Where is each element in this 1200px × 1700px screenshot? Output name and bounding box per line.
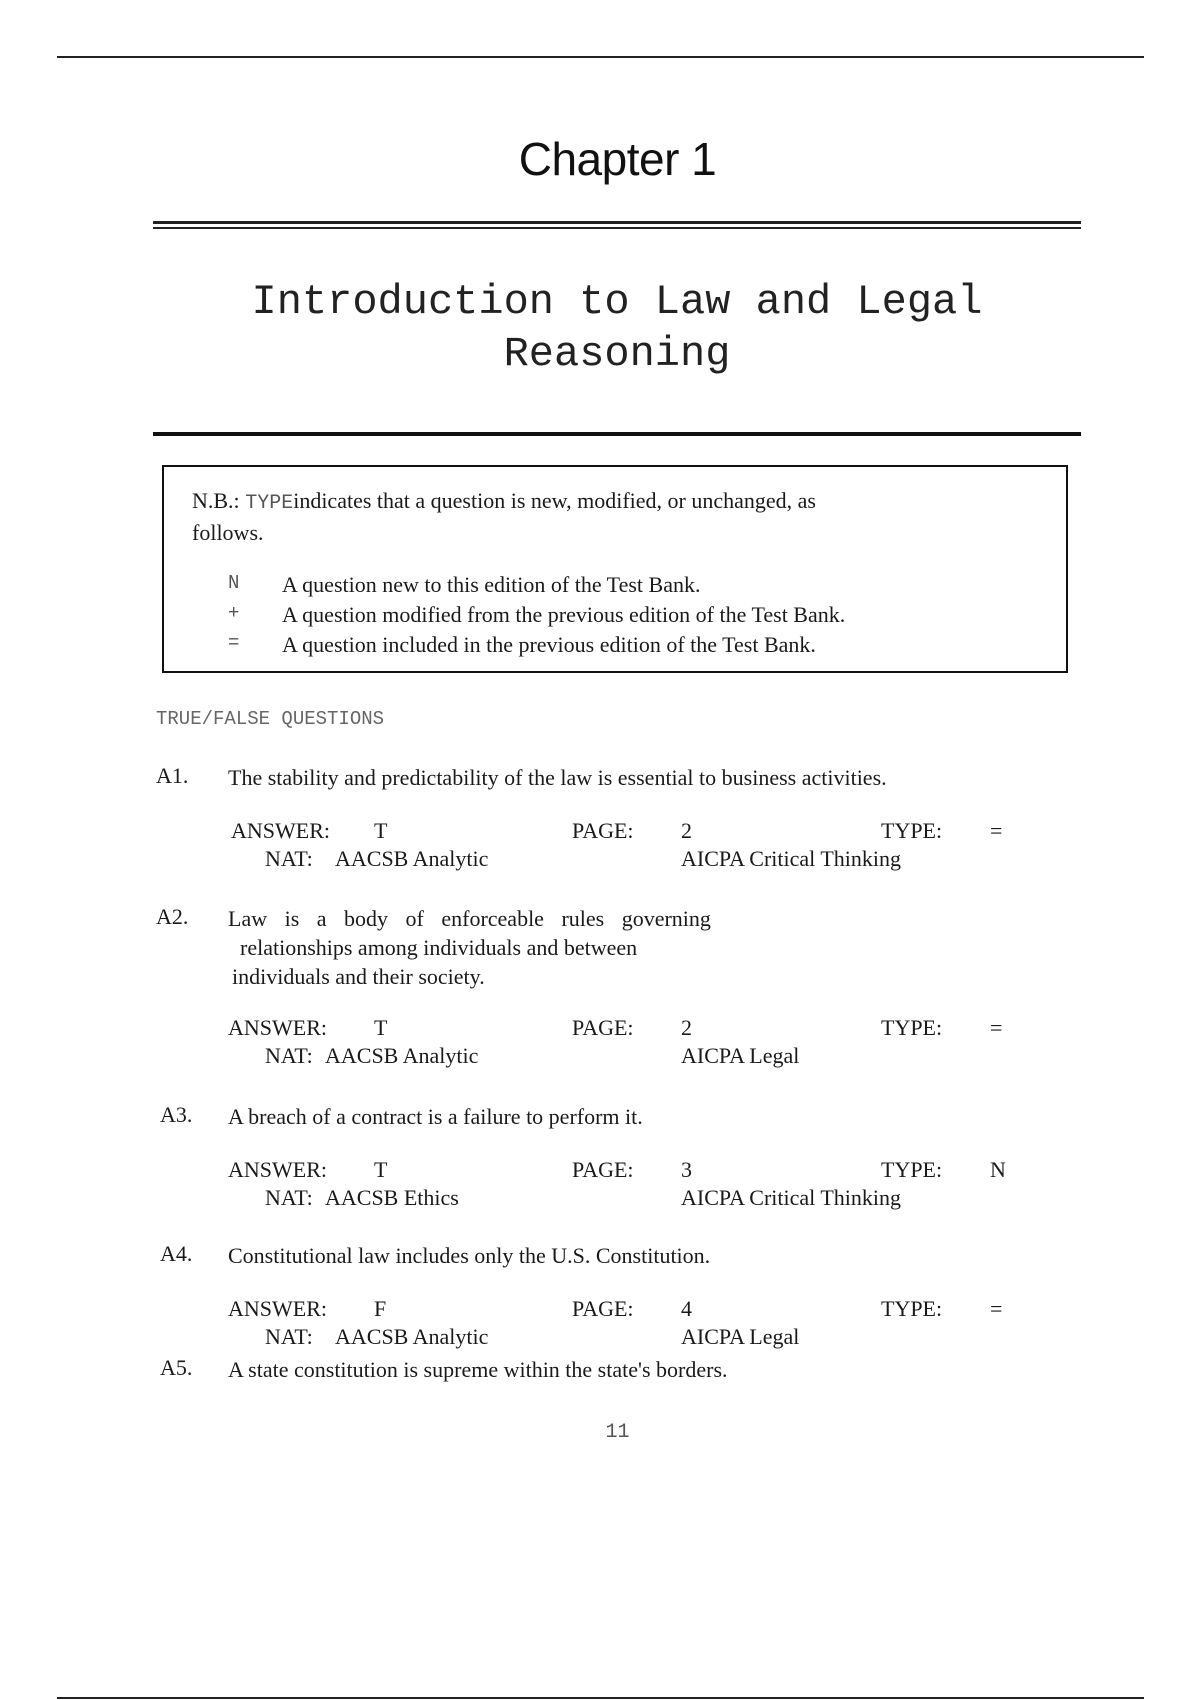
- nat-value: AACSB Analytic: [325, 1043, 479, 1068]
- notice-line1: indicates that a question is new, modified, or unchanged, as: [293, 488, 816, 513]
- question-text: [228, 1102, 1078, 1131]
- question-number: A2.: [156, 904, 189, 929]
- answer-value: F: [374, 1296, 387, 1321]
- answer-value: T: [374, 818, 388, 843]
- type-value: =: [990, 1296, 1003, 1321]
- question-text-line: Constitutional law includes only the U.S. Constitution.: [228, 1243, 711, 1268]
- notice-keyword: TYPE: [245, 492, 294, 515]
- chapter-title-line2: Reasoning: [503, 330, 731, 378]
- question-number: A1.: [156, 763, 189, 788]
- legend-text: A question new to this edition of the Test Bank.: [282, 572, 701, 597]
- type-value: N: [990, 1157, 1006, 1182]
- question-number: A3.: [160, 1102, 193, 1127]
- type-label: TYPE:: [881, 818, 943, 843]
- nat-label: NAT:: [265, 1185, 313, 1210]
- legend-symbol: +: [228, 602, 240, 624]
- page-number: 11: [605, 1421, 630, 1444]
- page-label: PAGE:: [572, 818, 634, 843]
- top-rule: [57, 56, 1144, 58]
- question-number: A5.: [160, 1355, 193, 1380]
- chapter-heading: Chapter 1: [518, 133, 717, 185]
- answer-value: T: [374, 1157, 388, 1182]
- page-label: PAGE:: [572, 1015, 634, 1040]
- answer-label: ANSWER:: [228, 1157, 327, 1182]
- notice-text: [192, 486, 1032, 547]
- type-label: TYPE:: [881, 1157, 943, 1182]
- question-text: [228, 1355, 1078, 1384]
- double-rule-lower: [153, 227, 1081, 229]
- question-text-line: A breach of a contract is a failure to perform it.: [228, 1104, 643, 1129]
- aicpa-value: AICPA Critical Thinking: [681, 1185, 902, 1210]
- answer-label: ANSWER:: [228, 1015, 327, 1040]
- question-number: A4.: [160, 1241, 193, 1266]
- question-text: [228, 1241, 1078, 1270]
- question-text-line: A state constitution is supreme within the state's borders.: [228, 1357, 728, 1382]
- nat-value: AACSB Ethics: [325, 1185, 459, 1210]
- answer-label: ANSWER:: [231, 818, 330, 843]
- notice-line2: follows.: [192, 520, 264, 545]
- aicpa-value: AICPA Legal: [681, 1043, 800, 1068]
- nat-label: NAT:: [265, 1043, 313, 1068]
- page-label: PAGE:: [572, 1296, 634, 1321]
- page-label: PAGE:: [572, 1157, 634, 1182]
- page-value: 3: [681, 1157, 692, 1182]
- type-label: TYPE:: [881, 1015, 943, 1040]
- type-value: =: [990, 1015, 1003, 1040]
- question-text-line: The stability and predictability of the law is essential to business activities.: [228, 765, 887, 790]
- legend-symbol: =: [228, 632, 240, 654]
- question-text-line: relationships among individuals and between: [240, 935, 638, 960]
- title-rule: [153, 432, 1081, 436]
- aicpa-value: AICPA Legal: [681, 1324, 800, 1349]
- notice-prefix: N.B.:: [192, 488, 240, 513]
- chapter-title-line1: Introduction to Law and Legal: [251, 278, 983, 326]
- question-text: [228, 904, 868, 991]
- bottom-rule: [57, 1697, 1144, 1699]
- question-text-line: Law is a body of enforceable rules governing: [228, 906, 711, 931]
- nat-label: NAT:: [265, 846, 313, 871]
- aicpa-value: AICPA Critical Thinking: [681, 846, 902, 871]
- question-text: [228, 763, 1078, 792]
- nat-label: NAT:: [265, 1324, 313, 1349]
- legend-symbol: N: [228, 572, 240, 594]
- double-rule-upper: [153, 221, 1081, 224]
- answer-value: T: [374, 1015, 388, 1040]
- nat-value: AACSB Analytic: [335, 1324, 489, 1349]
- type-label: TYPE:: [881, 1296, 943, 1321]
- page-value: 4: [681, 1296, 692, 1321]
- nat-value: AACSB Analytic: [335, 846, 489, 871]
- legend-text: A question modified from the previous edition of the Test Bank.: [282, 602, 846, 627]
- section-heading: TRUE/FALSE QUESTIONS: [156, 708, 385, 730]
- answer-label: ANSWER:: [228, 1296, 327, 1321]
- question-text-line: individuals and their society.: [232, 964, 485, 989]
- page-value: 2: [681, 818, 692, 843]
- legend-text: A question included in the previous edition of the Test Bank.: [282, 632, 816, 657]
- chapter-title: [153, 276, 1081, 380]
- page-value: 2: [681, 1015, 692, 1040]
- type-value: =: [990, 818, 1003, 843]
